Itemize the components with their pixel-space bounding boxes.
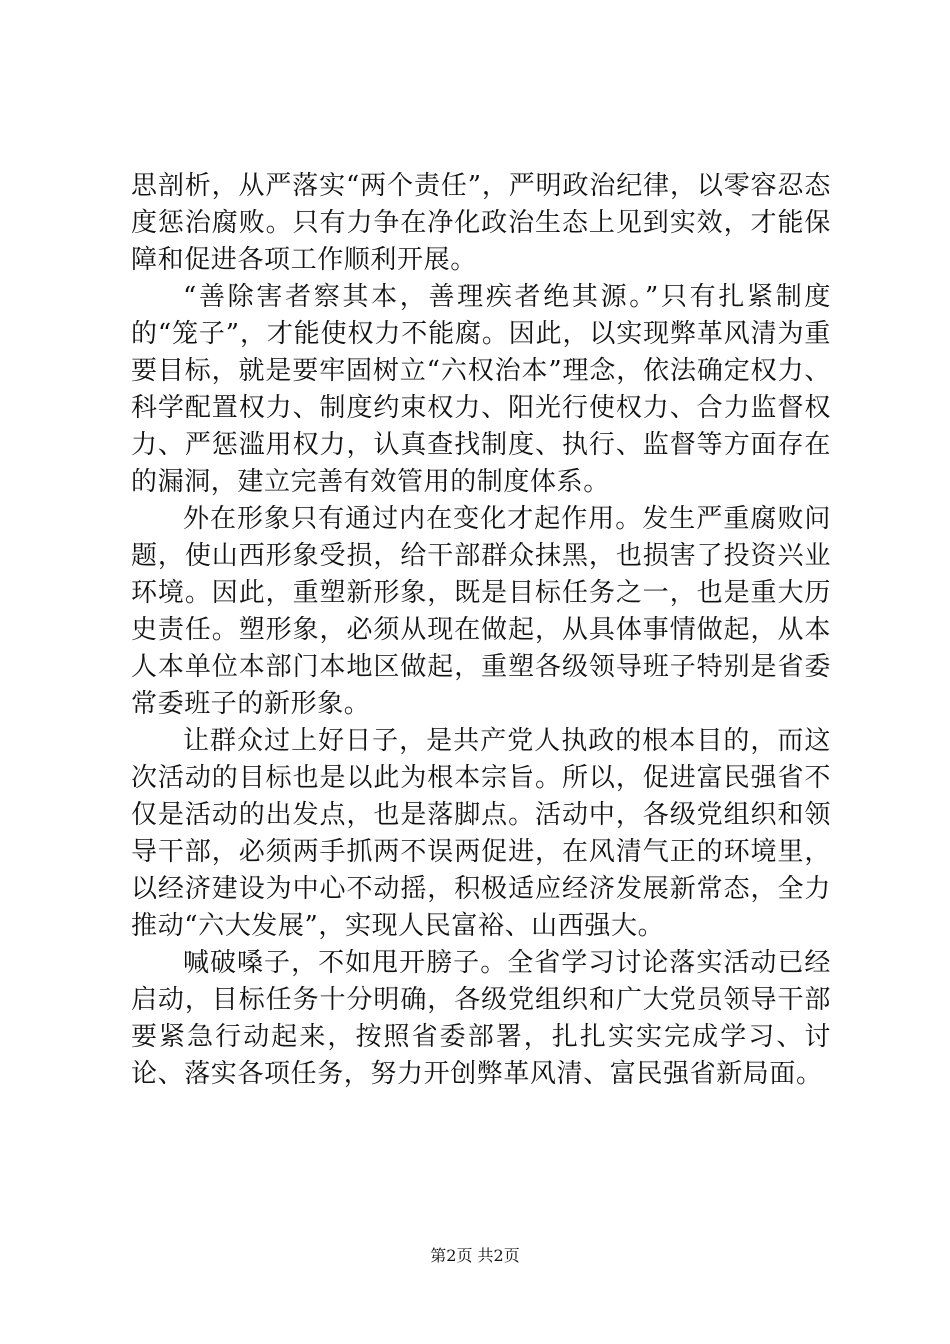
paragraph: 让群众过上好日子，是共产党人执政的根本目的，而这次活动的目标也是以此为根本宗旨。所以，促进富民强省不仅是活动的出发点，也是落脚点。活动中，各级党组织和领导干部，必须两手抓两不误两促进，在风清气正的环境里，以经济建设为中心不动摇，积极适应经济发展新常态，全力推动“六大发展”，实现人民富裕、山西强大。 <box>131 726 831 941</box>
document-body <box>131 168 831 1093</box>
paragraph-continued: 思剖析，从严落实“两个责任”，严明政治纪律，以零容忍态度惩治腐败。只有力争在净化政治生态上见到实效，才能保障和促进各项工作顺利开展。 <box>131 171 831 275</box>
paragraph: “善除害者察其本，善理疾者绝其源。”只有扎紧制度的“笼子”，才能使权力不能腐。因此，以实现弊革风清为重要目标，就是要牢固树立“六权治本”理念，依法确定权力、科学配置权力、制度约束权力、阳光行使权力、合力监督权力、严惩滥用权力，认真查找制度、执行、监督等方面存在的漏洞，建立完善有效管用的制度体系。 <box>131 282 832 497</box>
paragraph: 喊破嗓子，不如甩开膀子。全省学习讨论落实活动已经启动，目标任务十分明确，各级党组织和广大党员领导干部要紧急行动起来，按照省委部署，扎扎实实完成学习、讨论、落实各项任务，努力开创弊革风清、富民强省新局面。 <box>131 948 831 1089</box>
page-number-footer: 第2页 共2页 <box>430 1246 520 1265</box>
paragraph: 外在形象只有通过内在变化才起作用。发生严重腐败问题，使山西形象受损，给干部群众抹黑，也损害了投资兴业环境。因此，重塑新形象，既是目标任务之一，也是重大历史责任。塑形象，必须从现在做起，从具体事情做起，从本人本单位本部门本地区做起，重塑各级领导班子特别是省委常委班子的新形象。 <box>131 504 831 719</box>
